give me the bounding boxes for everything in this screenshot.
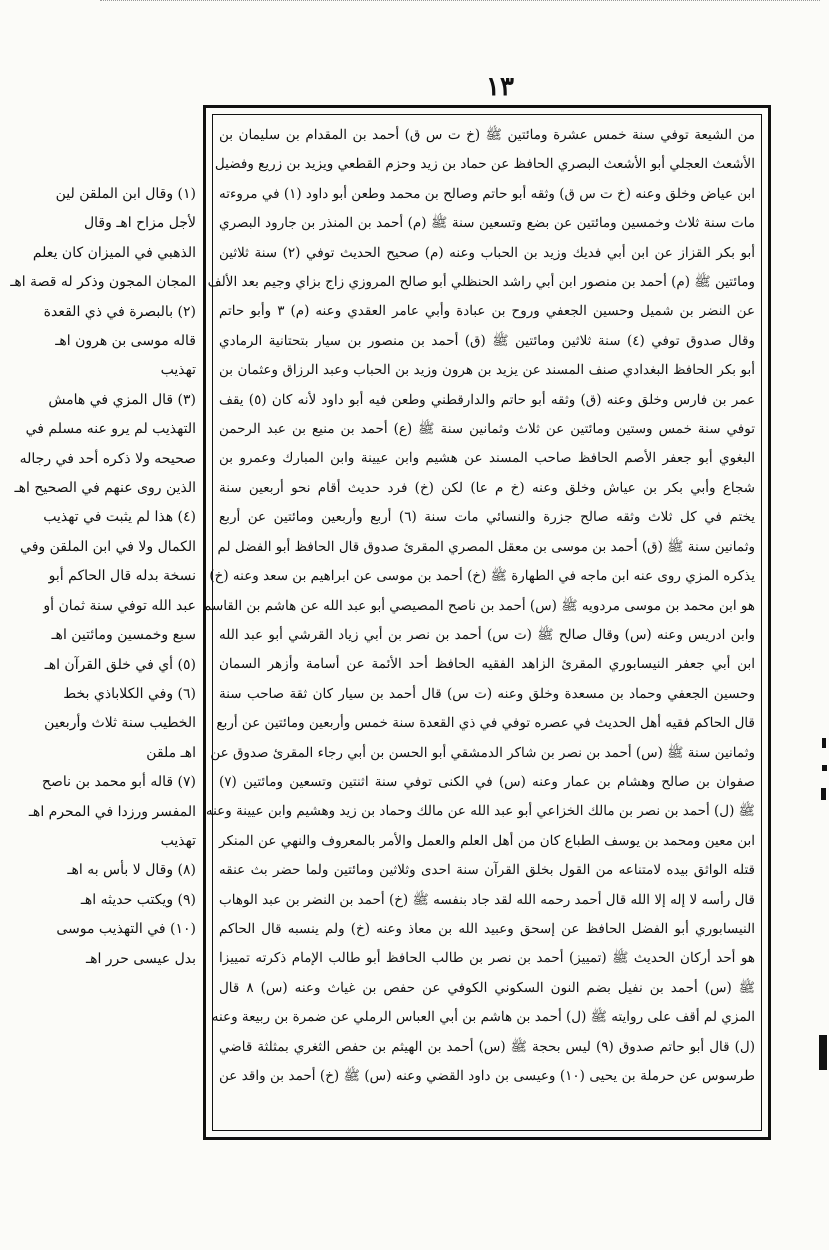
main-text-block <box>202 121 756 1126</box>
text-line: صفوان بن صالح وهشام بن عمار وعنه (س) في الكنى توفي سنة اثنتين وتسعين ومائتين (٧) <box>219 773 755 790</box>
margin-note-line: (٩) ويكتب حديثه اهـ <box>80 891 196 908</box>
margin-note-line: تهذيب <box>160 362 196 379</box>
margin-note-line: (٥) أي في خلق القرآن اهـ <box>44 656 196 673</box>
margin-note-line: (١) وقال ابن الملقن لين <box>55 186 196 202</box>
text-line: قال الحاكم فقيه أهل الحديث في عصره توفي في ذي القعدة سنة خمس وأربعين ومائتين عن أربع <box>216 715 755 732</box>
text-line: وابن ادريس وعنه (س) وقال صالح ﷺ (ت س) أحمد بن نصر بن أبي زياد القرشي أبو عبد الله <box>219 626 755 643</box>
margin-note-line: (٢) بالبصرة في ذي القعدة <box>43 303 196 320</box>
text-line: أبو بكر القزاز عن ابن أبي فديك وزيد بن الحباب وعنه (م) صحيح الحديث توفي (٢) سنة ثلاثين <box>219 244 755 261</box>
margin-note-line: الذين روى عنهم في الصحيح اهـ <box>14 480 196 497</box>
text-line: هو أحد أركان الحديث ﷺ (تمييز) أحمد بن نصر بن طالب الحافظ أبو طالب الإمام ذكرته تمييزا <box>219 950 755 967</box>
text-line: ومائتين ﷺ (م) أحمد بن منصور ابن أبي راشد الحنظلي أبو صالح المروزي زاج بزاي وجيم بعد الألف <box>207 274 755 291</box>
scan-artifact <box>821 788 826 800</box>
margin-note-line: نسخة بدله قال الحاكم أبو <box>48 568 196 585</box>
text-line: ابن أبي جعفر النيسابوري المقرئ الزاهد الفقيه الحافظ أحد الأئمة عن أسامة وأزهر السمان <box>219 656 755 673</box>
text-line: ابن عياض وخلق وعنه (خ ت س ق) وثقه أبو حاتم وصالح بن محمد وطعن أبو داود (١) في مروءته <box>219 185 755 202</box>
margin-note-line: اهـ ملقن <box>146 744 196 761</box>
text-line: توفي سنة خمس وستين ومائتين عن ثلاث وثمانين سنة ﷺ (ع) أحمد بن منيع بن عبد الرحمن <box>219 421 755 438</box>
scan-artifact <box>822 738 826 748</box>
margin-note-line: لأجل مزاح اهـ وقال <box>83 215 196 232</box>
text-line: وثمانين سنة ﷺ (س) أحمد بن نصر بن شاكر الدمشقي أبو الحسن بن أبي رجاء المقرئ صدوق عن <box>210 744 755 761</box>
text-line: مات سنة ثلاث وخمسين ومائتين عن بضع وتسعين سنة ﷺ (م) أحمد بن المنذر بن جارود البصري <box>219 215 755 232</box>
text-line: طرسوس عن حرملة بن يحيى (١٠) وعيسى بن داود القضي وعنه (س) ﷺ (خ) أحمد بن واقد عن <box>219 1068 755 1084</box>
margin-note-line: (٤) هذا لم يثبت في تهذيب <box>43 509 196 526</box>
text-line: شجاع وأبي بكر بن عياش وخلق وعنه (خ م عا) لكن (خ) فرد حديث أقام نحو أربعين سنة <box>219 479 755 496</box>
margin-note-line: (٨) وقال لا بأس به اهـ <box>67 862 196 879</box>
scan-top-edge <box>100 0 820 2</box>
text-line: (ل) قال أبو حاتم صدوق (٩) ليس بحجة ﷺ (س) أحمد بن الهيثم بن حفص الثغري بمثلثة قاضي <box>219 1038 755 1055</box>
text-line: ابن معين ومحمد بن يوسف الطباع كان من أهل العلم والعمل والأمر بالمعروف والنهي عن المنكر <box>219 832 755 849</box>
margin-note-line: الذهبي في الميزان كان يعلم <box>32 244 196 261</box>
margin-note-line: المفسر ورزدا في المحرم اهـ <box>28 803 196 820</box>
margin-note-line: الخطيب سنة ثلاث وأربعين <box>44 715 196 732</box>
margin-note-line: قاله موسى بن هرون اهـ <box>55 333 196 350</box>
margin-note-line: (٦) وفي الكلاباذي بخط <box>63 685 196 702</box>
margin-note-line: بدل عيسى حرر اهـ <box>85 950 196 967</box>
text-line: البغوي أبو جعفر الأصم الحافظ صاحب المسند عن هشيم وابن عيينة وابن المبارك وعمرو بن <box>219 450 755 467</box>
text-line: المزي لم أقف على روايته ﷺ (ل) أحمد بن هاشم بن أبي العباس الرملي عن ضمرة بن ربيعة وعنه <box>211 1009 755 1026</box>
text-line: وقال صدوق توفي (٤) سنة ثلاثين ومائتين ﷺ (ق) أحمد بن منصور بن سيار بتحتانية الرمادي <box>219 332 756 349</box>
text-line: وثمانين سنة ﷺ (ق) أحمد بن موسى بن معقل المصري المقرئ صدوق قال الحافظ أبو الفضل لم <box>217 538 755 555</box>
margin-note-line: (٧) قاله أبو محمد بن ناصح <box>41 774 196 791</box>
margin-notes <box>8 180 196 967</box>
text-line: ﷺ (س) أحمد بن نفيل بضم النون السكوني الكوفي عن حفص بن غياث وعنه (س) ٨ قال <box>219 979 755 996</box>
margin-note-line: عبد الله توفي سنة ثمان أو <box>43 597 196 614</box>
text-line: يختم في كل ثلاث وثقه صالح جزرة والنسائي مات سنة (٦) أربع وأربعين ومائتين عن أربع <box>219 509 755 526</box>
margin-note-line: (١٠) في التهذيب موسى <box>56 921 196 938</box>
text-line: النيسابوري أبو الفضل الحافظ عن إسحق وعبيد الله بن معاذ وعنه (خ) ولم ينسبه قال الحاكم <box>219 920 755 937</box>
margin-note-line: الكمال ولا في ابن الملقن وفي <box>20 538 196 555</box>
margin-note-line: تهذيب <box>160 832 196 849</box>
text-line: وحسين الجعفي وحماد بن مسعدة وخلق وعنه (ت س) قال أحمد بن سيار كان ثقة صاحب سنة <box>219 685 755 702</box>
text-line: عن النضر بن شميل وحسين الجعفي وروح بن عبادة وأبي عامر العقدي وعنه (م) ٣ وأبو حاتم <box>219 303 755 320</box>
text-line: هو ابن محمد بن موسى مردويه ﷺ (س) أحمد بن ناصح المصيصي أبو عبد الله عن هاشم بن القاسم <box>202 597 755 614</box>
page-number: ١٣ <box>486 72 514 102</box>
scan-artifact <box>822 765 827 771</box>
text-line: يذكره المزي روى عنه ابن ماجه في الطهارة ﷺ (خ) أحمد بن موسى عن ابراهيم بن سعد وعنه (خ) <box>209 568 755 585</box>
margin-note-line: صحيحه ولا ذكره أحد في رجاله <box>19 450 196 467</box>
text-line: الأشعث العجلي أبو الأشعث البصري الحافظ عن حماد بن زيد وحزم القطعي ويزيد بن زريع وفضيل <box>214 156 755 173</box>
text-line: أبو بكر الحافظ البغدادي صنف المسند عن يزيد بن هرون وزيد بن الحباب وعبد الرزاق وعثمان بن <box>219 362 755 379</box>
margin-note-line: التهذيب لم يرو عنه مسلم في <box>25 421 196 438</box>
text-frame <box>202 114 762 1131</box>
text-line: قال رأسه لا إله إلا الله قال أحمد رحمه الله لقد جاد بنفسه ﷺ (خ) أحمد بن النضر بن عبد الوهاب <box>219 891 755 908</box>
scan-artifact <box>819 1035 827 1070</box>
text-line: من الشيعة توفي سنة خمس عشرة ومائتين ﷺ (خ ت س ق) أحمد بن المقدام بن سليمان بن <box>219 127 755 143</box>
text-line: ﷺ (ل) أحمد بن نصر بن مالك الخزاعي أبو عبد الله عن مالك وحماد بن زيد وهشيم وابن عيينة وعنه <box>205 803 755 820</box>
margin-note-line: (٣) قال المزي في هامش <box>48 391 196 408</box>
margin-note-line: سبع وخمسين ومائتين اهـ <box>51 627 196 644</box>
text-line: قتله الواثق بيده لامتناعه من القول بخلق القرآن سنة احدى وثلاثين ومائتين ولما حضر بث عنقه <box>219 862 755 879</box>
margin-note-line: المجان المجون وذكر له قصة اهـ <box>10 274 196 291</box>
text-line: عمر بن فارس وخلق وعنه (ق) وثقه أبو حاتم والدارقطني وطعن فيه أبو داود لأنه كان (٥) يقف <box>219 391 755 408</box>
